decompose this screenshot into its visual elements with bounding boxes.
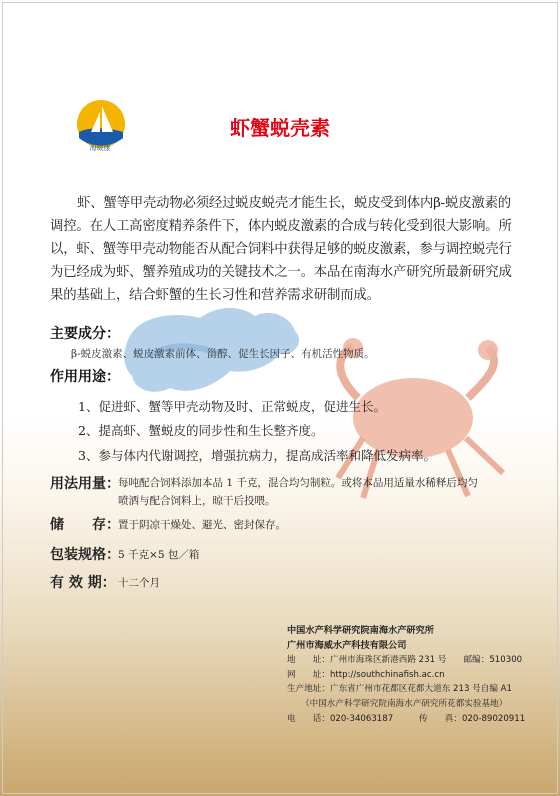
validity-label: 有 效 期： — [50, 575, 116, 591]
use-item: 3、参与体内代谢调控，增强抗病力，提高成活率和降低发病率。 — [78, 448, 436, 463]
use-item: 2、提高虾、蟹蜕皮的同步性和生长整齐度。 — [78, 423, 324, 438]
page-title: 虾蟹蜕壳素 — [230, 116, 330, 140]
intro-paragraph: 虾、蟹等甲壳动物必须经过蜕皮蜕壳才能生长，蜕皮受到体内β-蜕皮激素的调控。在人工高密度精养条件下，体内蜕皮激素的合成与转化受到很大影响。所以，虾、蟹等甲壳动物能否从配合饲料中获得足够的蜕皮激素，参与调控蜕壳行为已经成为虾、蟹养殖成功的关键技术之一。本品在南海水产研究所最新研究成果的基础上，结合虾蟹的生长习性和营养需求研制而成。 — [50, 196, 512, 303]
address-line: 地 址：广州市海珠区新港西路 231 号 邮编：510300 — [287, 655, 523, 666]
dosage-line: 每吨配合饲料添加本品 1 千克，混合均匀制粒。或将本品用适量水稀释后均匀 — [118, 477, 478, 489]
validity-text: 十二个月 — [118, 577, 160, 589]
dosage-line: 喷洒与配合饲料上，晾干后投喂。 — [118, 495, 276, 507]
storage-label: 储 存： — [50, 517, 120, 533]
packaging-label: 包装规格： — [50, 547, 120, 563]
website-line: 网 址：http://southchinafish.ac.cn — [287, 669, 445, 680]
dosage-text — [118, 474, 518, 510]
org-name: 中国水产科学研究院南海水产研究所 — [287, 625, 434, 636]
production-address-line: 生产地址：广东省广州市花都区花都大道东 213 号自编 A1 — [287, 684, 513, 695]
logo-caption: 海威康 — [89, 144, 111, 152]
use-item: 1、促进虾、蟹等甲壳动物及时、正常蜕皮，促进生长。 — [78, 399, 386, 414]
storage-text: 置于阴凉干燥处、避光、密封保存。 — [118, 519, 286, 531]
ingredients-text: β-蜕皮激素、蜕皮激素前体、甾醇、促生长因子、有机活性物质。 — [71, 348, 375, 360]
production-note: （中国水产科学研究院南海水产研究所花都实验基地） — [301, 698, 508, 709]
dosage-label: 用法用量： — [50, 476, 120, 492]
contact-block — [287, 624, 525, 726]
company-name: 广州市海威水产科技有限公司 — [287, 639, 407, 651]
packaging-text: 5 千克×5 包／箱 — [118, 549, 200, 561]
phone-line: 电 话：020-34063187 传 真：020-89020911 — [287, 713, 526, 724]
ingredients-heading: 主要成分： — [50, 326, 120, 342]
uses-heading: 作用用途： — [50, 369, 120, 385]
